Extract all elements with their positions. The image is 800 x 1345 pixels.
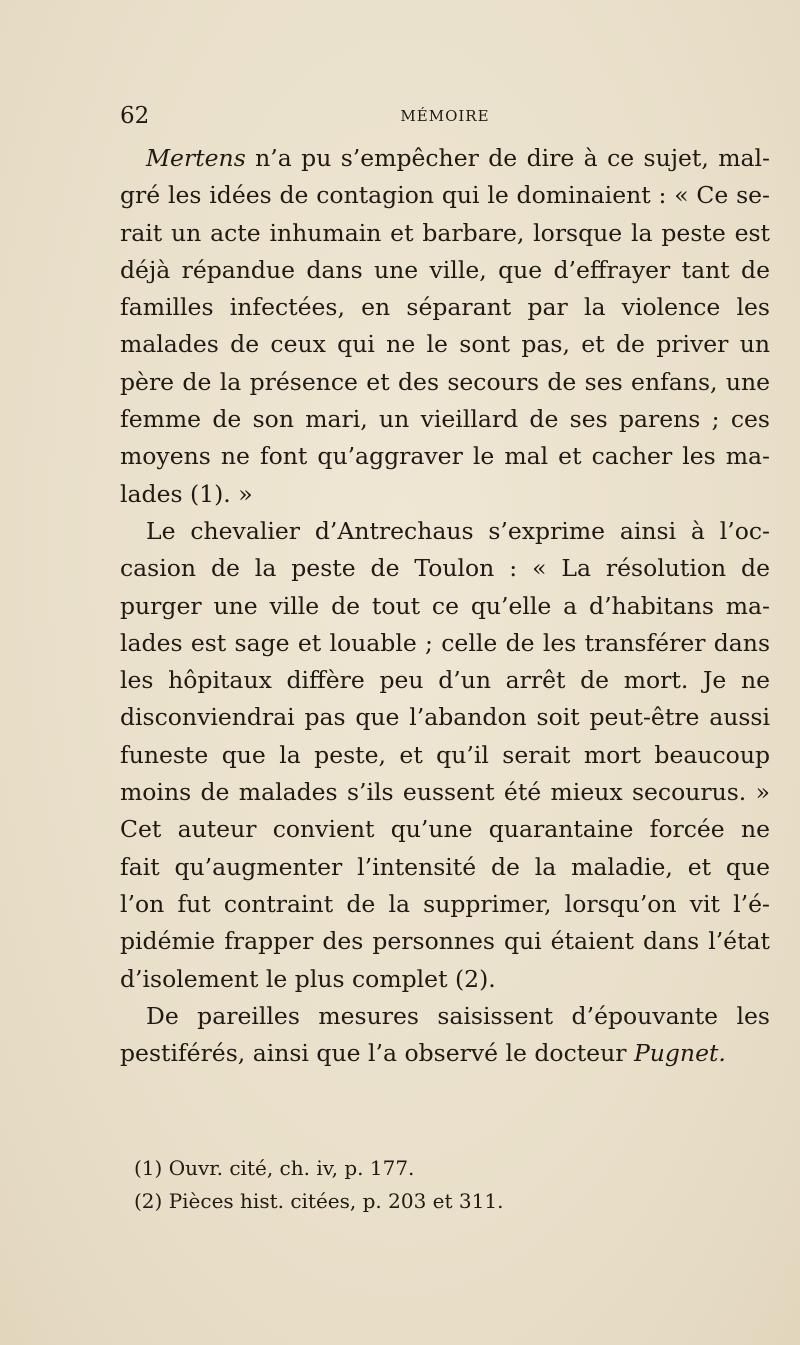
footnotes — [120, 1152, 770, 1218]
text-line: moins de malades s’ils eussent été mieux secourus. » — [120, 778, 770, 807]
text-line: malades de ceux qui ne le sont pas, et de priver un — [120, 330, 770, 359]
text-line: familles infectées, en séparant par la violence les — [120, 293, 770, 322]
page-header — [120, 103, 770, 133]
text-line: purger une ville de tout ce qu’elle a d’habitans ma- — [120, 591, 770, 620]
footnote: (2) Pièces hist. citées, p. 203 et 311. — [134, 1189, 504, 1213]
text-line: pestiférés, ainsi que l’a observé le docteur Pugnet. — [120, 1039, 726, 1068]
text-line: d’isolement le plus complet (2). — [120, 964, 496, 993]
text-line: lades (1). » — [120, 479, 253, 508]
text-line: les hôpitaux diffère peu d’un arrêt de mort. Je ne — [120, 666, 770, 695]
text-line: père de la présence et des secours de ses enfans, une — [120, 367, 770, 396]
text-line: l’on fut contraint de la supprimer, lorsqu’on vit l’é- — [120, 889, 770, 918]
body-text — [120, 140, 770, 1072]
author-name: Mertens — [146, 144, 246, 172]
text-line: Le chevalier d’Antrechaus s’exprime ainsi à l’oc- — [146, 516, 770, 545]
footnote: (1) Ouvr. cité, ch. iv, p. 177. — [134, 1156, 415, 1180]
text-line: De pareilles mesures saisissent d’épouvante les — [146, 1001, 770, 1030]
text-line: gré les idées de contagion qui le dominaient : « Ce se- — [120, 181, 770, 210]
text-line: déjà répandue dans une ville, que d’effrayer tant de — [120, 255, 770, 284]
text-line: Mertens n’a pu s’empêcher de dire à ce sujet, mal- — [146, 144, 770, 172]
text-line: lades est sage et louable ; celle de les transférer dans — [120, 628, 770, 657]
text-line: rait un acte inhumain et barbare, lorsque la peste est — [120, 218, 770, 247]
text-line: Cet auteur convient qu’une quarantaine forcée ne — [120, 815, 770, 844]
text-line: moyens ne font qu’aggraver le mal et cacher les ma- — [120, 442, 770, 471]
text-line: fait qu’augmenter l’intensité de la maladie, et que — [120, 852, 770, 881]
text-line: casion de la peste de Toulon : « La résolution de — [120, 554, 770, 583]
running-head: MÉMOIRE — [400, 107, 490, 125]
text-line: disconviendrai pas que l’abandon soit peut-être aussi — [120, 703, 770, 732]
text-line: femme de son mari, un vieillard de ses parens ; ces — [120, 405, 770, 434]
text-line: pidémie frapper des personnes qui étaient dans l’état — [120, 927, 770, 956]
text-line: funeste que la peste, et qu’il serait mort beaucoup — [120, 740, 770, 769]
author-name: Pugnet. — [633, 1039, 726, 1068]
page-number: 62 — [120, 103, 150, 129]
